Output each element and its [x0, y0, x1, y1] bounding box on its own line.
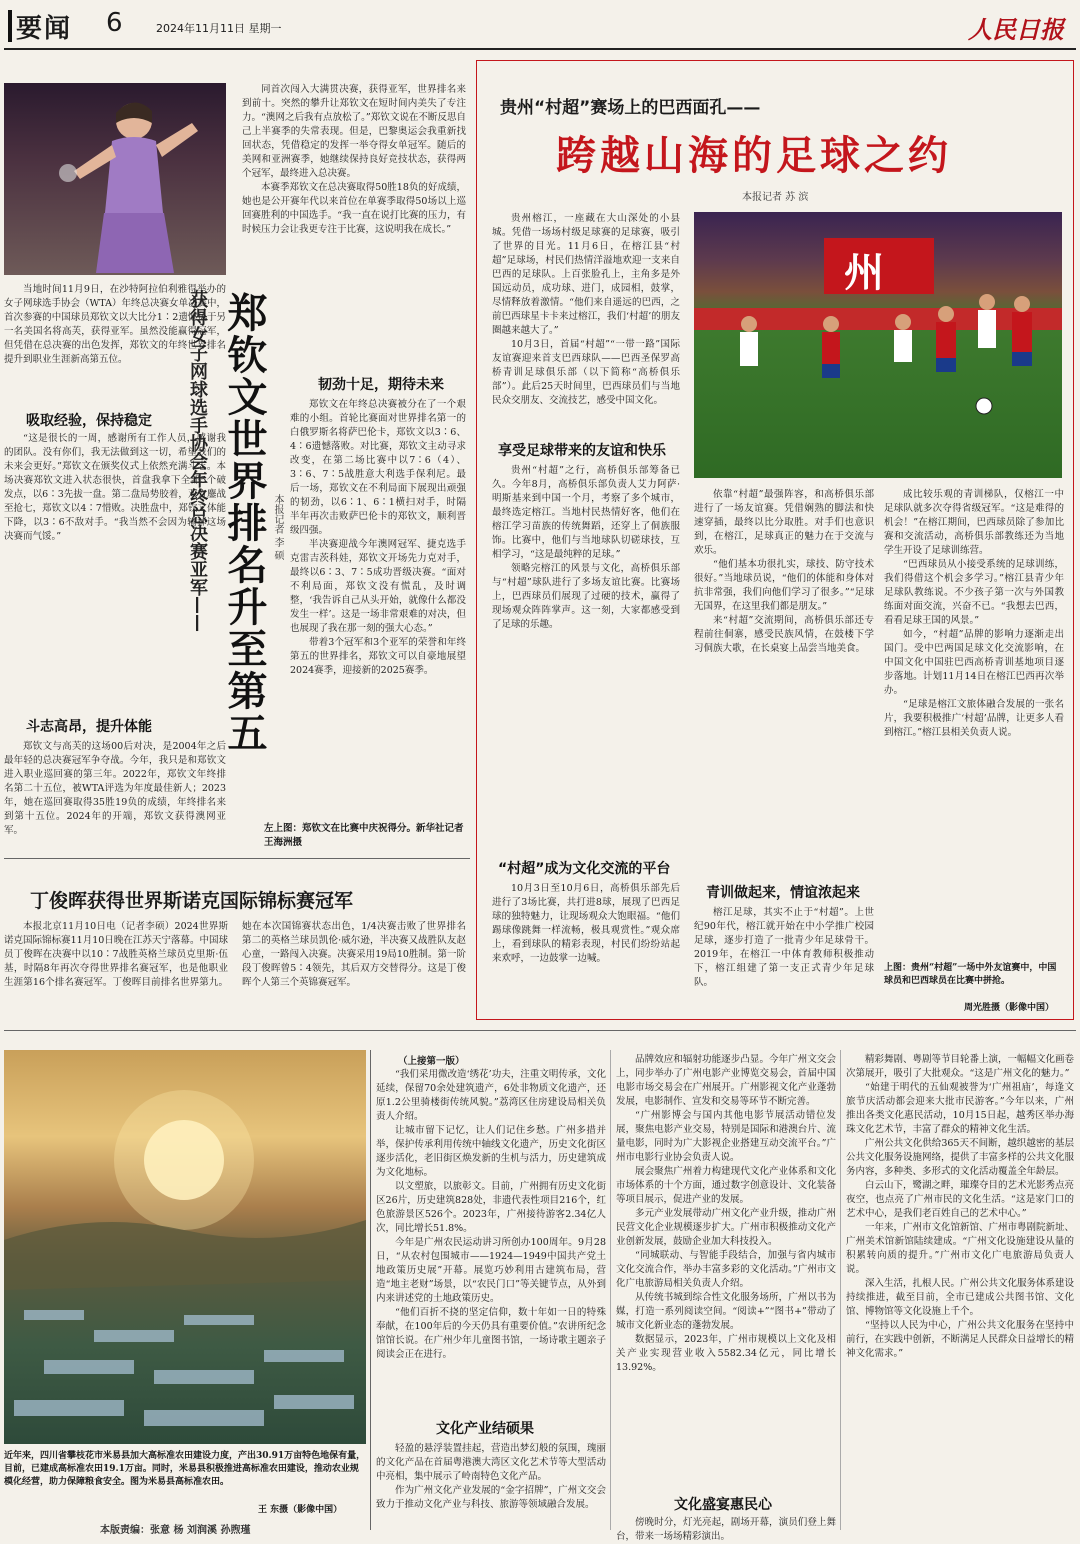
- culture-paragraph-18: 广州公共文化供给365天不间断，越织越密的基层公共文化服务设施网络，提供了丰富多样的公共文化服务内容，多种类、多形式的文化活动覆盖全年龄层。: [846, 1138, 1075, 1177]
- culture-col1-text: [376, 1068, 606, 1408]
- section-title: 要闻: [16, 14, 73, 44]
- guizhou-lead-text: [492, 212, 680, 430]
- zheng-paragraph-7: 带着3个冠军和3个亚军的荣誉和年终第五的世界排名，郑钦文可以自豪地展望2024赛季，迎接新的2025赛季。: [290, 637, 466, 676]
- guizhou-paragraph-4: 依靠“村超”最强阵容，和高桥俱乐部进行了一场友谊赛。凭借娴熟的脚法和快速穿插，最终以比分取胜。对手们也意识到，在榕江，足球真正的魅力在于交流与欢乐。: [694, 489, 874, 556]
- guizhou-subhead-3: 青训做起来，情谊浓起来: [706, 885, 860, 901]
- zheng-vertical-subhead: 获得女子网球选手协会年终总决赛亚军——: [187, 290, 208, 632]
- culture-paragraph-7: 作为广州文化产业发展的“金字招牌”，广州文交会致力于推动文化产业与科技、旅游等领域融合发展。: [376, 1485, 606, 1510]
- zheng-photo-caption: 左上图：郑钦文在比赛中庆祝得分。新华社记者 王海洲摄: [264, 823, 464, 848]
- ding-paragraph: 本报北京11月10日电（记者李硕）2024世界斯诺克国际锦标赛11月10日晚在江苏天宁落幕。中国球员丁俊晖在决赛中以10∶7战胜英格兰球员克里斯·伍基，时隔8年再次夺得世界排名赛冠军，也是他职业生涯第16个排名赛冠军。丁俊晖目前排名世界第九。她在本次国锦赛状态出色，1/4决赛击败了世界排名第二的英格兰球员凯伦·威尔逊，半决赛又战胜队友赵心童，一路闯入决赛。决赛采用19局10胜制。第一阶段丁俊晖曾5∶4领先，其后双方交替得分。这是丁俊晖个人第三个英锦赛冠军。: [4, 921, 466, 988]
- issue-date: 2024年11月11日 星期一: [156, 22, 282, 35]
- zheng-paragraph-6: 半决赛迎战今年澳网冠军、捷克选手克雷吉茨科娃，郑钦文开场先力克对手，最终以6∶3、7∶5成功晋级决赛。“面对不利局面，郑钦文没有慌乱，及时调整，‘我告诉自己从头开始，就像什么都没发生一样’。这是一场非常艰难的对决，但也展现了我在那一刻的强大心态。”: [290, 539, 466, 634]
- guizhou-paragraph-1: 贵州“村超”之行，高桥俱乐部筹备已久。今年8月，高桥俱乐部负责人艾力阿萨·明斯基来到中国一个月，考察了多个城市，最终选定榕江。当地村民热情好客，他们在榕江学习苗族的传统舞蹈，还穿上了侗族服饰。比赛中，他们与当地球队切磋球技，互相学习，“这是最纯粹的足球。”: [492, 465, 680, 560]
- guizhou-paragraph-2: 领略完榕江的风景与文化，高桥俱乐部与“村超”球队进行了多场友谊比赛。比赛场上，巴西球员们展现了过硬的技术，赢得了现场观众阵阵掌声。这一刻，大家都感受到了足球的乐趣。: [492, 563, 680, 630]
- culture-paragraph-5: “他们百折不挠的坚定信仰，数十年如一日的特殊奉献，在100年后的今天仍具有重要价值。”农讲所纪念馆馆长说。在广州少年儿童图书馆，一场诗歌主题亲子阅读会正在进行。: [376, 1307, 606, 1360]
- column-divider-1: [370, 1050, 371, 1530]
- culture-col1-text-2: [376, 1442, 606, 1530]
- culture-paragraph-19: 白云山下，鹭湖之畔，璀璨夺目的艺术光影秀点亮夜空，也点亮了广州市民的文化生活。“这是家门口的艺术中心，是我们老百姓自己的艺术中心。”: [846, 1180, 1075, 1219]
- zheng-subhead-1: 吸取经验，保持稳定: [26, 413, 152, 429]
- culture-col3-text: [846, 1053, 1074, 1531]
- zheng-paragraph-4: 本赛季郑钦文在总决赛取得50胜18负的好成绩，她也是公开赛年代以来首位在单赛季取得50场以上巡回赛胜利的中国选手。“我一直在说打比赛的压力，有时候压力会让我更专注于比赛，这说明我在成长。”: [242, 182, 466, 235]
- zheng-subhead-3: 韧劲十足，期待未来: [318, 377, 444, 393]
- guizhou-photo-credit: 周光胜摄（影像中国）: [964, 1003, 1055, 1013]
- ding-text: [4, 920, 466, 1010]
- guizhou-byline: 本报记者 苏 滨: [742, 192, 809, 203]
- zheng-subhead-2: 斗志高昂，提升体能: [26, 719, 152, 735]
- zheng-paragraph-3: 同首次闯入大满贯决赛，获得亚军，世界排名来到前十。突然的攀升让郑钦文在短时间内美失了专注力。“澳网之后我有点放松了。”郑钦文说在不断反思自己上半赛季的失常表现。但是，巴黎奥运会我重新找回状态，凭借稳定的发挥一举夺得女单冠军。随后的美网和亚洲赛季，她继续保持良好竞技状态，获得两个冠军，最终进入总决赛。: [242, 84, 466, 179]
- culture-paragraph-1: “我们采用微改造‘绣花’功夫，注重文明传承，文化延续，保留70余处建筑遗产，6处非物质文化遗产，还原1.2公里骑楼街传统风貌。”荔湾区住房建设局相关负责人介绍。: [376, 1069, 606, 1122]
- page-header: [0, 0, 1080, 50]
- culture-paragraph-2: 让城市留下记忆，让人们记住乡愁。广州多措并举，保护传承利用传统中轴线文化遗产，历史文化街区逐步活化，老旧街区焕发新的生机与活力，历史建筑成为文化地标。: [376, 1125, 606, 1178]
- culture-paragraph-20: 一年来，广州市文化馆新馆、广州市粤剧院新址、广州美术馆新馆陆续建成。“广州文化设施建设从量的积累转向质的提升。”广州市文化广电旅游局负责人说。: [846, 1222, 1075, 1275]
- rice-field-photo: [4, 1050, 366, 1444]
- zheng-col2-text: [242, 83, 466, 359]
- guizhou-paragraph-10: 如今，“村超”品牌的影响力逐渐走出国门。受中巴两国足球文化交流影响，在中国文化中国驻巴西高桥青训基地项目逐步落地。计划11月14日在榕江巴西再次举办。: [884, 629, 1064, 696]
- guizhou-paragraph-3: 10月3日至10月6日，高桥俱乐部先后进行了3场比赛，共打进8球，展现了巴西足球的独特魅力，让现场观众大饱眼福。“他们踢球像跳舞一样流畅，极具观赏性。”观众席上，看到球队的精彩表现，村民们纷纷站起来欢呼，一边鼓掌一边喊。: [492, 883, 680, 964]
- culture-paragraph-15: 傍晚时分，灯光亮起，剧场开幕，演员们登上舞台，带来一场场精彩演出。: [616, 1517, 836, 1542]
- guizhou-paragraph-7: 榕江足球，其实不止于“村超”。上世纪90年代，榕江就开始在中小学推广校园足球，逐步打造了一批青少年足球骨干。2019年，在榕江一中体育教师积极推动下，榕江组建了第一支正式青少年足球队。: [694, 907, 874, 988]
- banner-character: 州: [844, 250, 884, 296]
- culture-paragraph-11: 多元产业发展带动广州文化产业升级，推动广州民营文化企业规模逐步扩大。广州市积极推动文化产业创新发展，鼓励企业加大科技投入。: [616, 1208, 836, 1247]
- football-photo: [694, 212, 1062, 478]
- lower-section-rule: [4, 1030, 1076, 1031]
- culture-paragraph-21: 深入生活，扎根人民。广州公共文化服务体系建设持续推进，截至目前，全市已建成公共图书馆、文化馆、博物馆等文化设施上千个。: [846, 1278, 1075, 1317]
- column-divider-3: [840, 1050, 841, 1530]
- football-scene: [694, 212, 1062, 478]
- culture-paragraph-8: 品牌效应和辐射功能逐步凸显。今年广州文交会上，同步举办了广州电影产业博览交易会，首届中国电影市场交易会在广州展开。广州影视文化产业蓬勃发展，电影制作、宣发和交易等环节不断完善。: [616, 1054, 836, 1107]
- zheng-paragraph-1: “这是很长的一周，感谢所有工作人员，感谢我的团队。没有你们，我无法做到这一切，希望我们的未来会更好。”郑钦文在颁奖仪式上依然充满斗志。本场决赛郑钦文进入状态很快，首盘我拿下全部5个破发点，以6∶3先拔一盘。第二盘局势胶着，双方鏖战至抢七，郑钦文以4∶7惜败。决胜盘中，郑钦文体能下降，以3∶6不敌对手。“我当然不会因为输掉这场决赛而气馁。”: [4, 433, 226, 542]
- guizhou-paragraph-5: “他们基本功很扎实，球技、防守技术很好。”当地球员说，“他们的体能和身体对抗非常强，我们向他们学习了很多。”“足球无国界，在这里我们都是朋友。”: [694, 559, 874, 612]
- tennis-player-figure: [4, 83, 226, 275]
- culture-col2-text: [616, 1053, 836, 1485]
- guizhou-col1-text: [492, 464, 680, 844]
- ding-headline: 丁俊晖获得世界斯诺克国际锦标赛冠军: [30, 890, 354, 912]
- guizhou-photo-caption: 上图：贵州“村超”一场中外友谊赛中，中国球员和巴西球员在比赛中拼抢。: [884, 963, 1057, 986]
- guizhou-col1-text-2: [492, 882, 680, 1010]
- culture-continued-label: （上接第一版）: [398, 1056, 465, 1067]
- culture-paragraph-9: “广州影博会与国内其他电影节展活动错位发展，聚焦电影产业交易，特别是国际和港澳台片、流量电影，同时为广大影视企业搭建互动交流平台。”广州市电影行业协会负责人说。: [616, 1110, 836, 1163]
- culture-paragraph-17: “始建于明代的五仙观被誉为‘广州祖庙’，每逢文旅节庆活动都会迎来大批市民游客。”今年以来，广州推出各类文化惠民活动，10月15日起，越秀区举办海珠文化艺术节，丰富了群众的精神文化生活。: [846, 1082, 1074, 1135]
- zheng-byline: 本报记者 李 硕: [272, 494, 283, 561]
- culture-paragraph-22: “坚持以人民为中心，广州公共文化服务在坚持中前行，在实践中创新，不断满足人民群众日益增长的精神文化需求。”: [846, 1320, 1075, 1359]
- guizhou-paragraph-11: “足球是榕江文旅体融合发展的一张名片，我要积极推广‘村超’品牌，让更多人看到榕江。”榕江县相关负责人说。: [884, 699, 1064, 738]
- guizhou-subhead-2: “村超”成为文化交流的平台: [498, 861, 671, 877]
- culture-paragraph-16: 精彩舞剧、粤剧等节目轮番上演，一幅幅文化画卷次第展开，吸引了大批观众。“这是广州文化的魅力。”: [846, 1054, 1075, 1079]
- zheng-paragraph-2: 郑钦文与高芙的这场00后对决，是2004年之后最年轻的总决赛冠军争夺战。今年，我只是和郑钦文进入职业巡回赛的第三年。2022年，郑钦文年终排名第二十五位，被WTA评选为年度最佳新人；2023年，她在巡回赛取得35胜19负的成绩，年终排名来到第十五位。2024年的开端，郑钦文获得澳网亚军。: [4, 741, 226, 836]
- guizhou-col3-text: [884, 488, 1064, 958]
- guizhou-col2-text: [694, 488, 874, 866]
- culture-paragraph-14: 数据显示，2023年，广州市规模以上文化及相关产业实现营业收入5582.34亿元，同比增长13.92%。: [616, 1334, 836, 1373]
- masthead-logo: 人民日报: [968, 15, 1064, 44]
- culture-paragraph-6: 轻盈的悬浮装置挂起，营造出梦幻般的氛围，瑰丽的文化产品在首届粤港澳大湾区文化艺术节等大型活动中亮相，集中展示了岭南特色文化产品。: [376, 1443, 606, 1482]
- zheng-bottom-rule: [4, 858, 470, 859]
- column-divider-2: [610, 1050, 611, 1530]
- culture-paragraph-12: “同城联动、与智能手段结合，加强与省内城市文化交流合作，举办丰富多彩的文化活动。”广州市文化广电旅游局相关负责人介绍。: [616, 1250, 836, 1289]
- page-editors: 本版责编：张意 杨 刘润溪 孙煦瑾: [100, 1525, 251, 1536]
- culture-col2-text-2: [616, 1516, 836, 1542]
- culture-paragraph-4: 今年是广州农民运动讲习所创办100周年。9月28日，“从农村包围城市——1924—1949中国共产党土地政策历史展”开幕。展览巧妙利用古建筑布局，营造“地主老财”场景，以“农民门口”等关键节点，从外到内来讲述党的土地政策历史。: [376, 1237, 606, 1304]
- rice-field-scene: [4, 1050, 366, 1444]
- header-rule: [4, 48, 1076, 50]
- culture-paragraph-10: 展会聚焦广州着力构建现代文化产业体系和文化市场体系的十个方面，通过数字创意设计、文化装备等项目展示，促进产业的发展。: [616, 1166, 836, 1205]
- culture-paragraph-3: 以文塑旅，以旅彰文。目前，广州拥有历史文化街区26片，历史建筑828处，非遗代表性项目216个，红色旅游景区526个。2023年，广州接待游客2.34亿人次，同比增长51.8%。: [376, 1181, 606, 1234]
- rice-photo-credit: 王 东摄（影像中国）: [258, 1505, 343, 1515]
- zheng-col2-text-2: [290, 398, 466, 798]
- culture-subhead-1: 文化产业结硕果: [436, 1421, 534, 1437]
- zheng-paragraph-5: 郑钦文在年终总决赛被分在了一个艰难的小组。首轮比赛面对世界排名第一的白俄罗斯名将萨巴伦卡，郑钦文以3∶6、4∶6遗憾落败。对比赛，郑钦文主动寻求改变，在第二场比赛中以7∶6（4）、3∶6、7∶5战胜意大利选手保利尼。最后一场，郑钦文在不利局面下展现出顽强的韧劲，以6∶1、6∶1横扫对手，时隔半年再次击败萨巴伦卡的郑钦文，顺利晋级四强。: [290, 399, 466, 536]
- rice-photo-caption: 近年来，四川省攀枝花市米易县加大高标准农田建设力度，产出30.91万亩特色地保有量，目前，已建成高标准农田19.1万亩。同时，米易县积极推进高标准农田建设，推动农业规模化经营，助力保障粮食安全。图为米易县高标准农田。: [4, 1451, 366, 1487]
- zheng-col1-text-2: [4, 740, 226, 844]
- guizhou-subhead-1: 享受足球带来的友谊和快乐: [498, 443, 666, 459]
- guizhou-col2-text-2: [694, 906, 874, 1010]
- culture-paragraph-13: 从传统书城到综合性文化服务场所，广州以书为媒，打造一系列阅读空间。“阅读+”“图书+”带动了城市文化新业态的蓬勃发展。: [616, 1292, 836, 1331]
- guizhou-paragraph-6: 来“村超”交流期间，高桥俱乐部还专程前往侗寨，感受民族风情，在鼓楼下学习侗族大歌，在长桌宴上品尝当地美食。: [694, 615, 874, 654]
- guizhou-headline: 跨越山海的足球之约: [556, 133, 952, 179]
- culture-subhead-2: 文化盛宴惠民心: [674, 1497, 772, 1513]
- tennis-photo: [4, 83, 226, 275]
- guizhou-paragraph-9: “巴西球员从小接受系统的足球训练，我们得借这个机会多学习。”榕江县青少年足球队教练说。不少孩子第一次与外国教练面对面交流，兴奋不已。“我想去巴西，看看足球王国的风景。”: [884, 559, 1064, 626]
- guizhou-kicker: 贵州“村超”赛场上的巴西面孔——: [500, 98, 761, 118]
- header-left-bar: [8, 10, 12, 42]
- guizhou-lead-paragraph-2: 10月3日，首届“村超”“一带一路”国际友谊赛迎来首支巴西球队——巴西圣保罗高桥青训足球俱乐部（以下简称“高桥俱乐部”）。此后25天时间里，巴西球员们与当地民众交朋友、交流技艺，感受中国文化。: [492, 339, 680, 406]
- zheng-vertical-headline: 郑钦文世界排名升至第五: [221, 292, 267, 754]
- guizhou-lead-paragraph: 贵州榕江，一座藏在大山深处的小县城。凭借一场场村级足球赛的足球赛，吸引了世界的目光。11月6日，在榕江县“村超”足球场，村民们热情洋溢地欢迎一支来自巴西的足球队。上百张脸孔上，主角多是外国远动员，成功球、进门，成园相，鼓掌，尽情释放着激情。“他们来自遥远的巴西，之前巴西球星卡卡来过榕江，我们‘村超’的朋友圈越来越大了。”: [492, 213, 680, 336]
- guizhou-paragraph-8: 成比较乐观的青训梯队，仅榕江一中足球队就多次夺得省级冠军。“这是难得的机会！”在榕江期间，巴西球员除了参加比赛和交流活动，高桥俱乐部教练还为当地学生开设了足球训练营。: [884, 489, 1064, 556]
- page-number: 6: [106, 8, 123, 38]
- zheng-lead-paragraph: 当地时间11月9日，在沙特阿拉伯利雅得举办的女子网球选手协会（WTA）年终总决赛女单决赛中，首次参赛的中国球员郑钦文以大比分1∶2遗憾负于另一名美国名将高芙，获得亚军。虽然没能赢得冠军，但凭借在总决赛的出色发挥，郑钦文的年终世界排名提升到职业生涯新高第五位。: [4, 284, 226, 365]
